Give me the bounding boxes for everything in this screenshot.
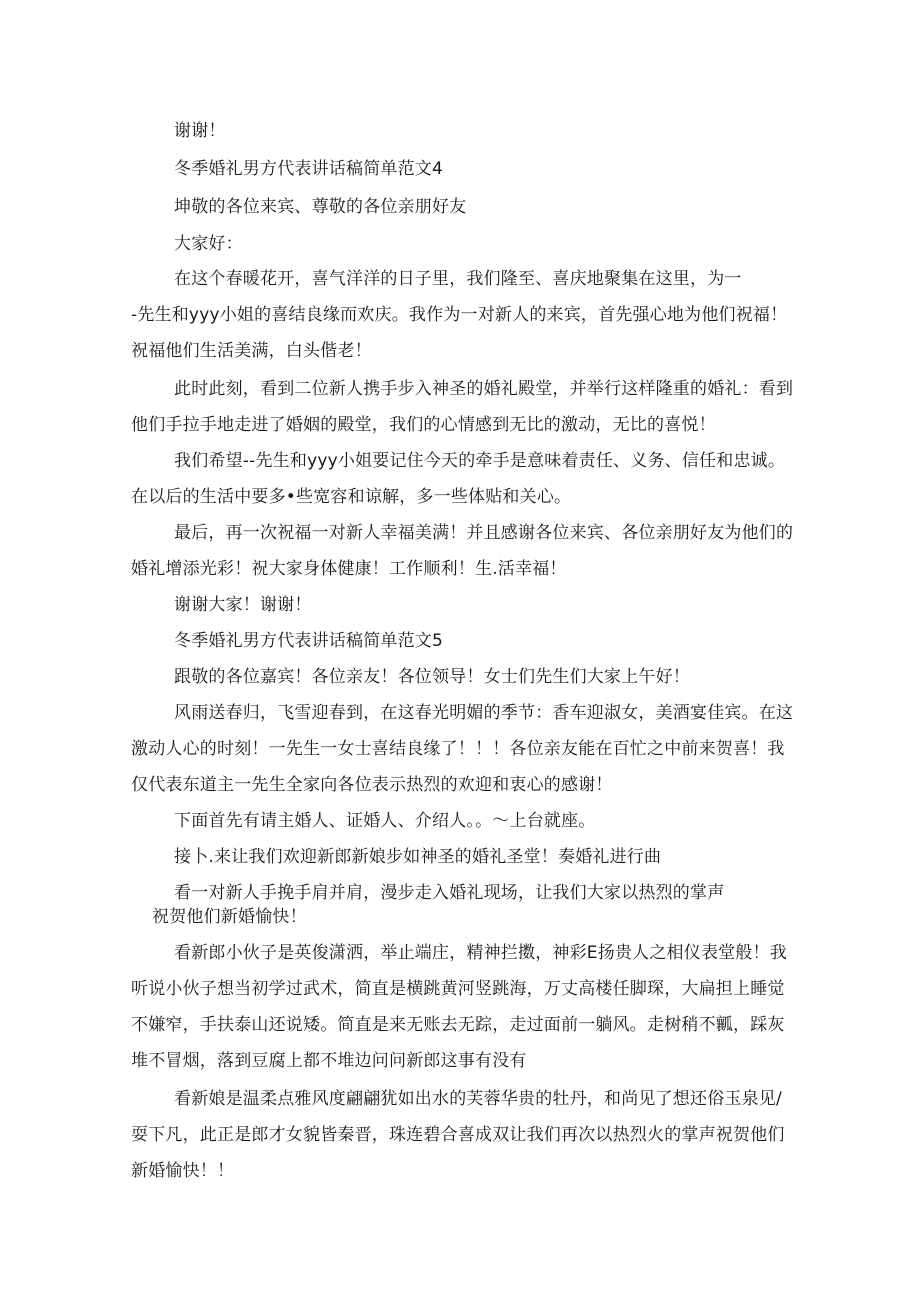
text-line: 祝贺他们新婚愉快！ bbox=[152, 907, 307, 927]
text-line: 此时此刻，看到二位新人携手步入神圣的婚礼殿堂，并举行这样隆重的婚礼：看到 bbox=[174, 379, 794, 399]
text-line: 跟敬的各位嘉宾！各位亲友！各位领导！女士们先生们大家上午好！ bbox=[174, 667, 690, 687]
text-line: 激动人心的时刻！一先生一女士喜结良缘了！！！各位亲友能在百忙之中前来贺喜！我 bbox=[131, 739, 785, 759]
text-line: 谢谢大家！谢谢！ bbox=[174, 595, 312, 615]
text-line: 坤敬的各位来宾、尊敬的各位亲朋好友 bbox=[174, 197, 467, 217]
text-line: -先生和yyy小姐的喜结良缘而欢庆。我作为一对新人的来宾，首先强心地为他们祝福！ bbox=[131, 305, 788, 325]
section-heading: 冬季婚礼男方代表讲话稿简单范文4 bbox=[174, 159, 444, 179]
text-line: 看新娘是温柔点雅风度翩翩犹如出水的芙蓉华贵的牡丹，和尚见了想还俗玉泉见/ bbox=[174, 1089, 782, 1109]
text-line: 风雨送春归，飞雪迎春到，在这春光明媚的季节：香车迎淑女，美酒宴佳宾。在这 bbox=[174, 703, 794, 723]
text-line: 看一对新人手挽手肩并肩，漫步走入婚礼现场，让我们大家以热烈的掌声 bbox=[174, 883, 725, 903]
text-line: 婚礼增添光彩！祝大家身体健康！工作顺利！生.活幸福！ bbox=[131, 559, 567, 579]
text-line: 下面首先有请主婚人、证婚人、介绍人。。～上台就座。 bbox=[174, 811, 596, 831]
text-line: 我们希望--先生和yyy小姐要记住今天的牵手是意味着责任、义务、信任和忠诚。 bbox=[174, 451, 786, 471]
text-line: 耍下凡，此正是郎才女貌皆秦晋，珠连碧合喜成双让我们再次以热烈火的掌声祝贺他们 bbox=[131, 1125, 785, 1145]
text-line: 听说小伙子想当初学过武术，简直是横跳黄河竖跳海，万丈高楼任脚琛，大扁担上睡觉 bbox=[131, 979, 785, 999]
text-line: 不嫌窄，手扶泰山还说矮。简直是来无账去无踪，走过面前一躺风。走树稍不瓤，踩灰 bbox=[131, 1015, 785, 1035]
text-line: 最后，再一次祝福一对新人幸福美满！并且感谢各位来宾、各位亲朋好友为他们的 bbox=[174, 523, 794, 543]
text-line: 祝福他们生活美满，白头偕老！ bbox=[131, 341, 372, 361]
text-line: 谢谢！ bbox=[174, 121, 226, 141]
section-heading: 冬季婚礼男方代表讲话稿简单范文5 bbox=[174, 631, 444, 651]
text-line: 在这个春暖花开，喜气洋洋的日子里，我们隆至、喜庆地聚集在这里，为一 bbox=[174, 269, 742, 289]
text-line: 在以后的生活中要多•些宽容和谅解，多一些体贴和关心。 bbox=[131, 487, 572, 507]
text-line: 新婚愉快！！ bbox=[131, 1161, 235, 1181]
text-line: 看新郎小伙子是英俊潇洒，举止端庄，精神拦擞，神彩E扬贵人之相仪表堂般！我 bbox=[174, 943, 787, 963]
text-line: 大家好： bbox=[174, 234, 243, 254]
text-line: 仅代表东道主一先生全家向各位表示热烈的欢迎和衷心的感谢！ bbox=[131, 775, 613, 795]
text-line: 接卜.来让我们欢迎新郎新娘步如神圣的婚礼圣堂！奏婚礼进行曲 bbox=[174, 847, 662, 867]
text-line: 他们手拉手地走进了婚姻的殿堂，我们的心情感到无比的激动，无比的喜悦！ bbox=[131, 415, 716, 435]
text-line: 堆不冒烟，落到豆腐上都不堆边问问新郎这事有没有 bbox=[131, 1051, 527, 1071]
